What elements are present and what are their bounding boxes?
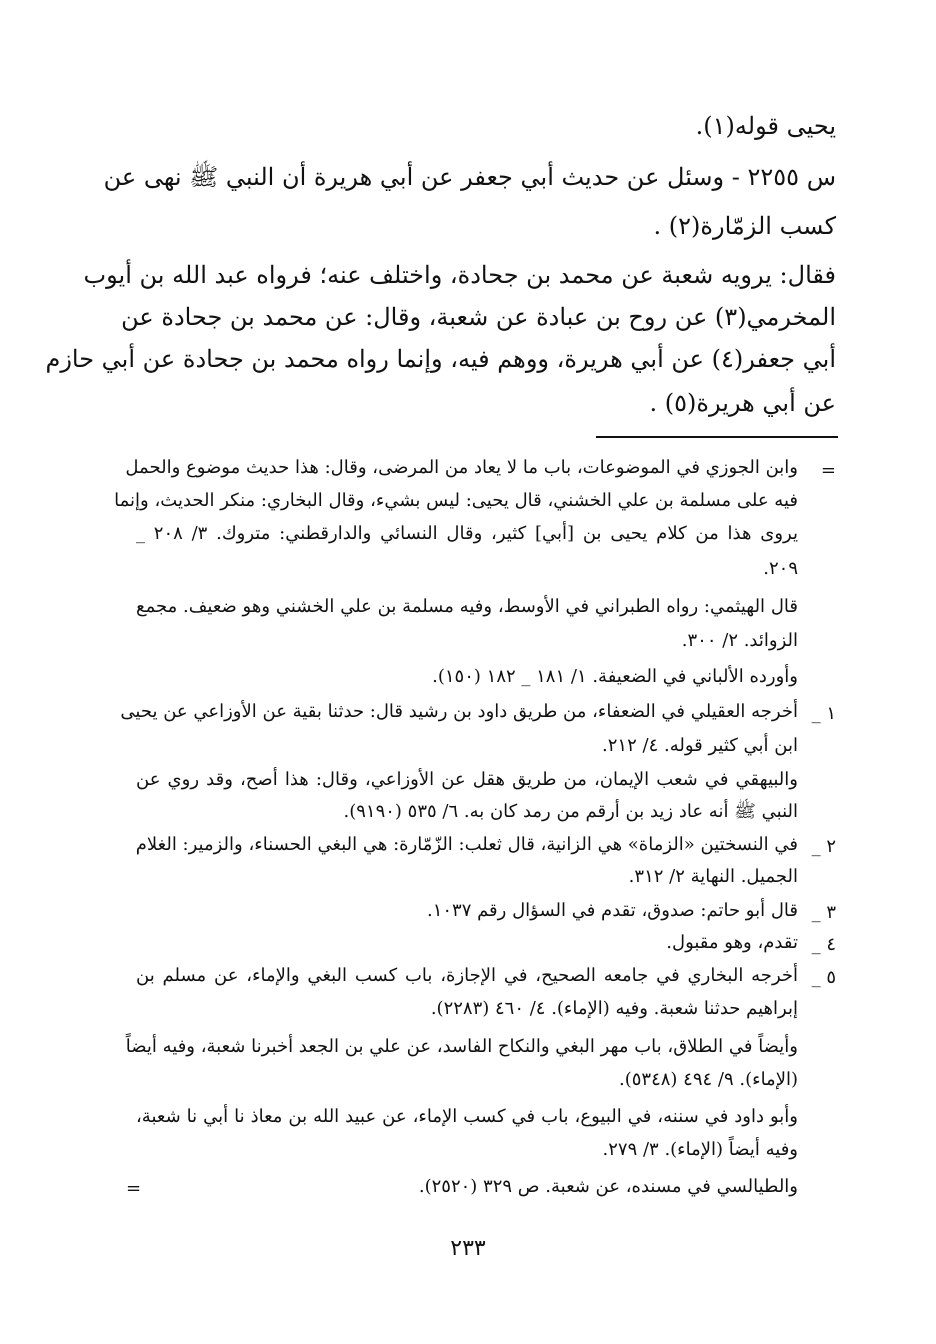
- footnote-4-line-1: تقدم، وهو مقبول.: [666, 932, 798, 953]
- footnote-3-line-1: قال أبو حاتم: صدوق، تقدم في السؤال رقم ١٠٣٧.: [426, 900, 798, 921]
- note-cont-line-3: يروى هذا من كلام يحيى بن [أبي] كثير، وقال النسائي والدارقطني: متروك. ٣/ ٢٠٨ _: [136, 523, 798, 544]
- footnote-5-line-4: (الإماء). ٩/ ٤٩٤ (٥٣٤٨).: [618, 1069, 798, 1090]
- footnote-1-line-4: النبي ﷺ أنه عاد زيد بن أرقم من رمد كان به. ٦/ ٥٣٥ (٩١٩٠).: [343, 801, 798, 822]
- footnote-1-line-3: والبيهقي في شعب الإيمان، من طريق هقل عن الأوزاعي، وقال: هذا أصح، وقد روي عن: [136, 769, 798, 790]
- main-line-6: أبي جعفر(٤) عن أبي هريرة، ووهم فيه، وإنما رواه محمد بن جحادة عن أبي حازم: [45, 345, 836, 373]
- footnote-5-line-1: أخرجه البخاري في جامعه الصحيح، في الإجازة، باب كسب البغي والإماء، عن مسلم بن: [136, 965, 798, 986]
- footnote-5-line-6: وفيه أيضاً (الإماء). ٣/ ٢٧٩.: [602, 1139, 798, 1160]
- note-cont-line-4: ٢٠٩.: [763, 558, 798, 579]
- continuation-marker: =: [820, 460, 836, 481]
- main-line-1: يحيى قوله(١).: [695, 112, 836, 140]
- note-cont-line-7: وأورده الألباني في الضعيفة. ١/ ١٨١ _ ١٨٢ (١٥٠).: [432, 666, 798, 687]
- footnote-1-number: ١ _: [811, 703, 836, 724]
- main-line-2: س ٢٢٥٥ - وسئل عن حديث أبي جعفر عن أبي هريرة أن النبي ﷺ نهى عن: [103, 163, 836, 191]
- footnote-1-line-2: ابن أبي كثير قوله. ٤/ ٢١٢.: [602, 735, 798, 756]
- footnote-separator: [596, 436, 838, 438]
- footnote-5-line-2: إبراهيم حدثنا شعبة. وفيه (الإماء). ٤/ ٤٦٠ (٢٢٨٣).: [430, 998, 798, 1019]
- footnote-5-line-5: وأبو داود في سننه، في البيوع، باب في كسب الإماء، عن عبيد الله بن معاذ نا أبي نا شعبة،: [136, 1106, 798, 1127]
- footnote-5-number: ٥ _: [811, 967, 836, 988]
- footnote-1-line-1: أخرجه العقيلي في الضعفاء، من طريق داود بن رشيد قال: حدثنا بقية عن الأوزاعي عن يحيى: [120, 701, 798, 722]
- page-number: ٢٣٣: [450, 1236, 486, 1261]
- footnote-2-number: ٢ _: [811, 836, 836, 857]
- main-line-7: عن أبي هريرة(٥) .: [649, 389, 836, 417]
- note-cont-line-1: وابن الجوزي في الموضوعات، باب ما لا يعاد من المرضى، وقال: هذا حديث موضوع والحمل: [125, 457, 798, 478]
- main-line-3: كسب الزمّارة(٢) .: [653, 212, 836, 240]
- footnote-5-line-7: والطيالسي في مسنده، عن شعبة. ص ٣٢٩ (٢٥٢٠).: [418, 1176, 798, 1197]
- note-cont-line-6: الزوائد. ٢/ ٣٠٠.: [681, 630, 798, 651]
- footnote-4-number: ٤ _: [811, 934, 836, 955]
- footnote-5-line-3: وأيضاً في الطلاق، باب مهر البغي والنكاح الفاسد، عن علي بن الجعد أخبرنا شعبة، وفيه أيضاً: [125, 1036, 798, 1057]
- main-line-5: المخرمي(٣) عن روح بن عبادة عن شعبة، وقال: عن محمد بن جحادة عن: [121, 303, 836, 331]
- footnote-3-number: ٣ _: [811, 902, 836, 923]
- footnote-2-line-2: الجميل. النهاية ٢/ ٣١٢.: [628, 866, 798, 887]
- main-line-4: فقال: يرويه شعبة عن محمد بن جحادة، واختلف عنه؛ فرواه عبد الله بن أيوب: [83, 261, 836, 289]
- continuation-marker-end: =: [126, 1178, 142, 1199]
- note-cont-line-2: فيه على مسلمة بن علي الخشني، قال يحيى: ليس بشيء، وقال البخاري: منكر الحديث، وإنما: [114, 490, 798, 511]
- footnote-2-line-1: في النسختين «الزماة» هي الزانية، قال ثعلب: الزّمّارة: هي البغي الحسناء، والزمير: الغلام: [135, 834, 798, 855]
- note-cont-line-5: قال الهيثمي: رواه الطبراني في الأوسط، وفيه مسلمة بن علي الخشني وهو ضعيف. مجمع: [136, 596, 798, 617]
